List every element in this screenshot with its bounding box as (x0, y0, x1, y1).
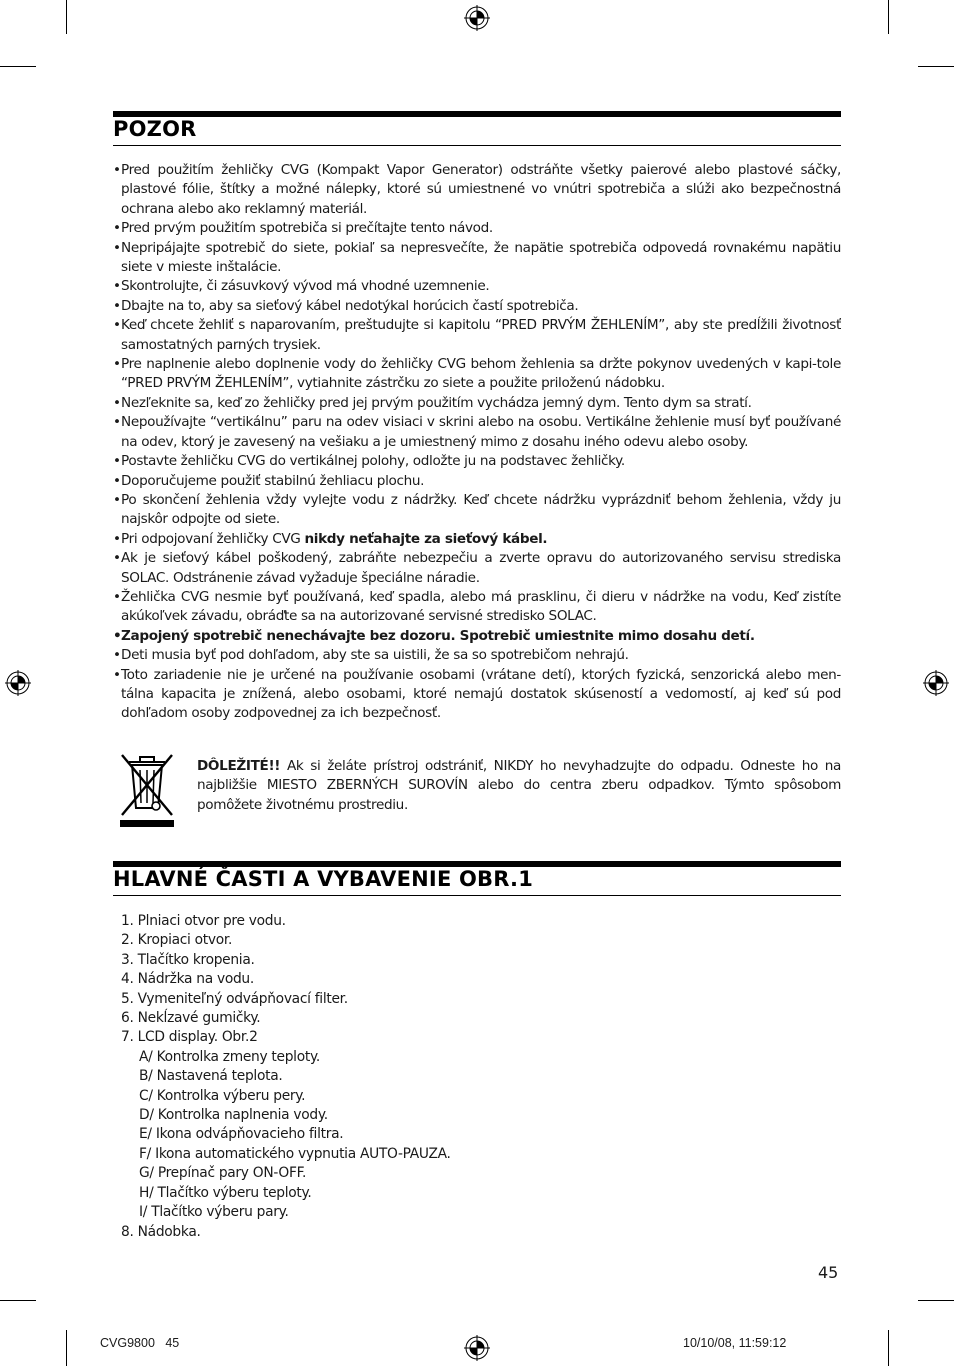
parts-item: 5. Vymeniteľný odvápňovací filter. (121, 990, 348, 1007)
crop-mark-top-left-v (66, 0, 67, 34)
bullet-dot: • (113, 239, 121, 256)
crop-mark-top-left-h (0, 66, 36, 67)
warning-item (113, 627, 841, 646)
note-label: DÔLEŽITÉ!! (197, 758, 281, 774)
registration-mark-icon (464, 5, 490, 31)
warning-text: Postavte žehličku CVG do vertikálnej polohy, odložte ju na podstavec žehličky. (121, 453, 625, 470)
warning-text: Po skončení žehlenia vždy vylejte vodu z nádržky. Keď chcete nádržku vyprázdniť behom žehlenia, vždy ju najskôr odpojte od siete. (121, 491, 841, 528)
bullet-dot: • (113, 666, 121, 683)
registration-mark-icon (464, 1335, 490, 1361)
warning-item (113, 239, 841, 278)
warning-item (113, 452, 841, 471)
warning-item (113, 219, 841, 238)
bullet-dot: • (113, 588, 121, 605)
weee-crossed-bin-icon (118, 752, 176, 828)
warning-item (113, 549, 841, 588)
warning-emphasis: nikdy neťahajte za sieťový kábel. (304, 530, 548, 547)
section-title-parts: HLAVNÉ ČASTI A VYBAVENIE OBR.1 (113, 867, 534, 891)
warning-text: Deti musia byť pod dohľadom, aby ste sa uistili, že sa so spotrebičom nehrajú. (121, 647, 629, 664)
parts-subitem: H/ Tlačítko výberu teploty. (139, 1184, 312, 1201)
bullet-dot: • (113, 647, 121, 664)
crop-mark-bottom-left-v (66, 1330, 67, 1366)
registration-mark-icon (923, 670, 949, 696)
warning-text: Ak je sieťový kábel poškodený, zabráňte nebezpečiu a zverte opravu do autorizovaného servisu strediska SOLAC. Odstránenie závad vyžaduje špeciálne náradie. (121, 550, 841, 586)
parts-item: 8. Nádobka. (121, 1223, 201, 1240)
warning-item (113, 394, 841, 413)
warning-text: Pred prvým použitím spotrebiča si prečítajte tento návod. (121, 220, 493, 237)
warning-text: Doporučujeme použiť stabilnú žehliacu plochu. (121, 472, 425, 489)
bullet-dot: • (113, 550, 121, 567)
warning-item (113, 491, 841, 530)
warning-text: Pred použitím žehličky CVG (Kompakt Vapor Generator) odstráňte všetky paierové alebo plastové sáčky, plastové fólie, štítky a možné nálepky, ktoré sú umiestnené vo vnútri spotrebiča a slúži ako bezpečnostná ochrana alebo ako reklamný materiál. (121, 162, 841, 217)
warning-item (113, 588, 841, 627)
note-text: Ak si želáte prístroj odstrániť, NIKDY ho nevyhadzujte do odpadu. Odneste ho na najbližšie MIESTO ZBERNÝCH SUROVÍN alebo do centra zberu odpadkov. Týmto spôsobom pomôžete životnému prostrediu. (197, 758, 841, 813)
bullet-dot: • (113, 627, 122, 644)
warning-item (113, 297, 841, 316)
parts-subitem: B/ Nastavená teplota. (139, 1068, 283, 1085)
warnings-list (113, 161, 841, 724)
warning-item (113, 472, 841, 491)
warning-item (113, 646, 841, 665)
parts-item: 7. LCD display. Obr.2 (121, 1029, 258, 1046)
parts-subitem: C/ Kontrolka výberu pery. (139, 1087, 306, 1104)
parts-item: 4. Nádržka na vodu. (121, 971, 254, 988)
warning-item (113, 277, 841, 296)
crop-mark-bottom-right-v (888, 1330, 889, 1366)
bullet-dot: • (113, 356, 121, 373)
parts-item: 1. Plniaci otvor pre vodu. (121, 913, 286, 929)
warning-item (113, 413, 841, 452)
warning-item (113, 355, 841, 394)
bullet-dot: • (113, 278, 121, 295)
parts-subitem: E/ Ikona odvápňovacieho filtra. (139, 1126, 344, 1143)
section-title-pozor: POZOR (113, 117, 197, 141)
parts-item: 6. Nekĺzavé gumičky. (121, 1010, 261, 1027)
warning-text: Dbajte na to, aby sa sieťový kábel nedotýkal horúcich častí spotrebiča. (121, 297, 579, 314)
warning-text: Nepripájajte spotrebič do siete, pokiaľ sa nepresvečíte, že napätie spotrebiča odpovedá rovnakému napätiu siete v mieste inštalácie. (121, 239, 841, 276)
bullet-dot: • (113, 297, 121, 314)
bullet-dot: • (113, 414, 121, 431)
footer-timestamp: 10/10/08, 11:59:12 (683, 1336, 787, 1350)
parts-subitem: I/ Tlačítko výberu pary. (139, 1204, 289, 1221)
warning-text: Nezľeknite sa, keď zo žehličky pred jej prvým použitím vychádza jemný dym. Tento dym sa stratí. (121, 394, 752, 411)
warning-text: Zapojený spotrebič nenechávajte bez dozoru. Spotrebič umiestnite mimo dosahu detí. (121, 627, 755, 644)
parts-subitem: G/ Prepínač pary ON-OFF. (139, 1165, 307, 1182)
parts-subitem: A/ Kontrolka zmeny teploty. (139, 1048, 320, 1065)
section-rule (113, 895, 841, 896)
bullet-dot: • (113, 491, 121, 508)
crop-mark-bottom-right-h (918, 1300, 954, 1301)
registration-mark-icon (5, 670, 31, 696)
bullet-dot: • (113, 394, 121, 411)
warning-text: Pre naplnenie alebo doplnenie vody do žehličky CVG behom žehlenia sa držte pokynov uvedených v kapi-tole “PRED PRVÝM ŽEHLENÍM”, vytiahnite zástrčku zo siete a použite priloženú nádobku. (121, 356, 841, 392)
parts-item: 3. Tlačítko kropenia. (121, 951, 255, 968)
bullet-dot: • (113, 162, 121, 178)
warning-text: Žehlička CVG nesmie byť používaná, keď spadla, alebo má prasklinu, či dieru v nádržke na vodu, Keď zistíte akúkoľvek závadu, obráďte sa na autorizované servisné stredisko SOLAC. (121, 588, 841, 625)
parts-list (121, 912, 451, 1242)
section-bar (113, 111, 841, 117)
crop-mark-bottom-left-h (0, 1300, 36, 1301)
parts-subitem: F/ Ikona automatického vypnutia AUTO-PAUZA. (139, 1145, 451, 1162)
warning-item (113, 161, 841, 219)
parts-item: 2. Kropiaci otvor. (121, 932, 233, 949)
warning-text: Keď chcete žehliť s naparovaním, preštudujte si kapitolu “PRED PRVÝM ŽEHLENÍM”, aby ste predĺžili životnosť samostatných parných trysiek. (121, 317, 841, 353)
bullet-dot: • (113, 453, 121, 470)
bullet-dot: • (113, 220, 121, 237)
warning-text: Skontrolujte, či zásuvkový vývod má vhodné uzemnenie. (121, 278, 490, 295)
warning-item (113, 666, 841, 724)
bullet-dot: • (113, 317, 121, 334)
crop-mark-top-right-h (918, 66, 954, 67)
footer-file-label: CVG9800 45 (100, 1336, 180, 1350)
warning-text: Toto zariadenie nie je určené na používanie osobami (vrátane detí), ktorých fyzická, senzorická alebo men-tálna kapacita je znížená, alebo osobami, ktoré nemajú dostatok skúseností a vedomostí, aj keď sú pod dohľadom osoby zodpovednej za ich bezpečnosť. (121, 666, 841, 722)
bullet-dot: • (113, 530, 121, 547)
parts-subitem: D/ Kontrolka naplnenia vody. (139, 1107, 328, 1124)
page-number: 45 (818, 1263, 839, 1282)
warning-text: Nepoužívajte “vertikálnu” paru na odev visiaci v skrini alebo na osobu. Vertikálne žehlenie musí byť používané na odev, ktorý je zavesený na vešiaku a je umiestnený mimo z dosahu iného odevu alebo osoby. (121, 414, 841, 450)
warning-item (113, 530, 841, 549)
bullet-dot: • (113, 472, 121, 489)
crop-mark-top-right-v (888, 0, 889, 34)
warning-item (113, 316, 841, 355)
section-rule (113, 145, 841, 146)
warning-text: Pri odpojovaní žehličky CVG (121, 530, 305, 547)
disposal-note (197, 757, 841, 815)
